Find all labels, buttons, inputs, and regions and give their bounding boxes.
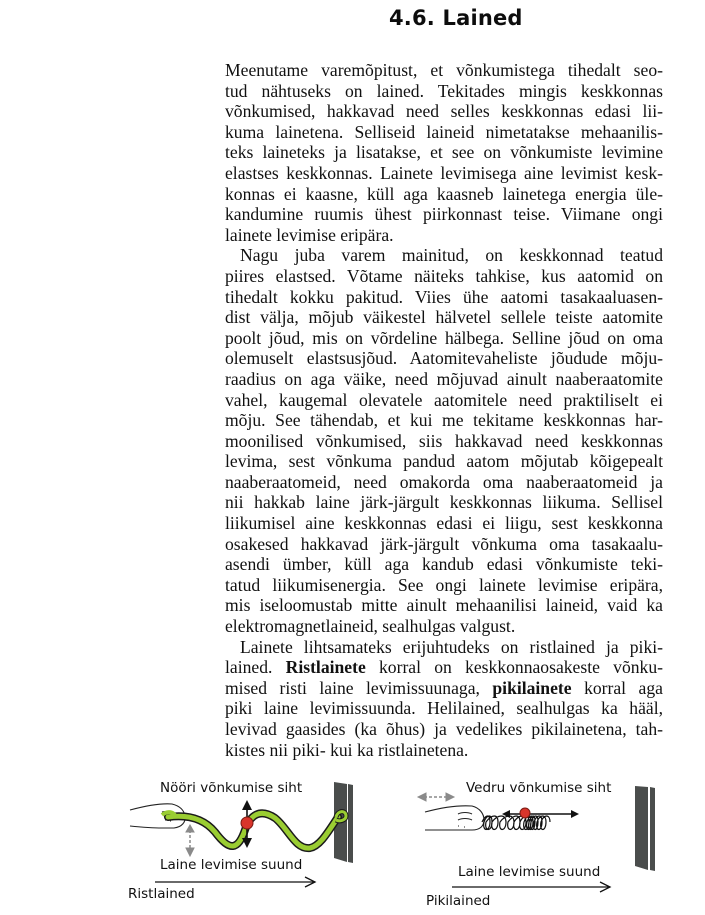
text-line: kandumine ruumis ühest piirkonnast teise. Viimane ongi [225, 204, 663, 225]
text-line: nii hakkab laine järk-järgult keskkonnas liikuma. Sellisel [225, 492, 663, 513]
text-line: moonilised võnkumised, siis hakkavad need keskkonnas [225, 430, 663, 451]
propagation-arrow-icon [452, 882, 610, 892]
transverse-caption: Ristlained [128, 886, 195, 902]
particle-dot [520, 808, 530, 818]
text-line: mõju. See tähendab, et kui me tekitame keskkonnas har- [225, 410, 663, 431]
bold-term: pikilainete [492, 677, 572, 698]
text-line: tatud liikumisenergia. See ongi lainete levimise eripära, [225, 574, 663, 595]
text-line: Meenutame varemõpitust, et võnkumistega tihedalt seo- [225, 60, 663, 80]
text-line: tud nähtuseks on lained. Tekitades mingis keskkonnas [225, 80, 663, 101]
text-line: naaberaatomeid, need omakorda oma naaberaatomeid ja [225, 471, 663, 492]
text-line: konnas ei kaasne, küll aga kaasneb lainetega energia üle- [225, 183, 663, 204]
longitudinal-caption: Pikilained [426, 893, 491, 909]
text-line: tihedalt kokku pakitud. Viies ühe aatomi tasakaaluasen- [225, 286, 663, 307]
longitudinal-wave-figure [400, 770, 705, 911]
text-line: asendi ümber, küll aga kandub edasi võnkumiste teki- [225, 554, 663, 575]
text-line: Lainete lihtsamateks erijuhtudeks on ristlained ja piki- [240, 636, 663, 657]
text-line: levivad gaasides (ka õhus) ja vedelikes pikilainetena, tah- [225, 719, 663, 739]
text-line: vahel, kaugemal olevatele aatomitele need praktiliselt ei [225, 389, 663, 410]
hand-motion-arrow-icon [186, 825, 194, 856]
spring-coils [482, 816, 550, 830]
text-line: mised risti laine levimissuunaga, pikilainete korral aga [225, 677, 663, 698]
text-line: lained. Ristlainete korral on keskkonnaosakeste võnku- [225, 657, 663, 678]
text-line: teks laineteks ja lisatakse, et see on võnkumiste levimine [225, 142, 663, 163]
text-line: levima, sest võnkuma pandud aatom mõjutab kõigepealt [225, 451, 663, 472]
text-line: võnkumised, hakkavad need selles keskkonnas edasi lii- [225, 101, 663, 122]
longitudinal-oscillation-label: Vedru võnkumise siht [466, 780, 612, 796]
transverse-propagation-label: Laine levimise suund [160, 857, 303, 873]
longitudinal-propagation-label: Laine levimise suund [458, 864, 601, 880]
text-line: piires elastsed. Võtame näiteks tahkise, kus aatomid on [225, 265, 663, 286]
text-line: elektromagnetlaineid, sealhulgas valgust. [225, 616, 516, 637]
text-line: piki laine levimissuunda. Helilained, sealhulgas ka hääl, [225, 698, 663, 719]
text-line: dist välja, mõjub väikestel hälvetel sellele teiste aatomite [225, 307, 663, 328]
page-title: 4.6. Lained [389, 6, 523, 30]
bold-term: Ristlainete [285, 657, 366, 678]
text-line: mis iseloomustab mitte ainult mehaanilisi laineid, vaid ka [225, 595, 663, 616]
text-line: kuma lainetena. Selliseid laineid nimetatakse mehaanilis- [225, 121, 663, 142]
text-line: elastses keskkonnas. Lainete levimisega aine levimist kesk- [225, 162, 663, 183]
text-line: osakesed hakkavad järk-järgult võnkuma oma tasakaalu- [225, 533, 663, 554]
text-line: kistes nii piki- kui ka ristlainetena. [225, 739, 469, 760]
text-line: raadius on aga väike, need mõjuvad ainult naaberaatomite [225, 368, 663, 389]
body-text [225, 60, 663, 760]
wall-icon [635, 786, 655, 871]
text-line: olemuselt elastsusjõud. Aatomitevaheliste jõudude mõju- [225, 348, 663, 369]
hand-icon [425, 806, 484, 830]
particle-dot [241, 817, 253, 829]
hand-motion-arrow-icon [418, 793, 454, 801]
text-line: poolt jõud, mis on võrdeline hälbega. Selline jõud on oma [225, 327, 663, 348]
transverse-wave-figure [110, 770, 370, 911]
transverse-oscillation-label: Nööri võnkumise siht [160, 780, 303, 796]
text-line: lainete levimise eripära. [225, 224, 394, 245]
text-line: liikumisel aine keskkonnas edasi ei liigu, sest keskkonna [225, 513, 663, 534]
text-line: Nagu juba varem mainitud, on keskkonnad teatud [240, 245, 663, 266]
